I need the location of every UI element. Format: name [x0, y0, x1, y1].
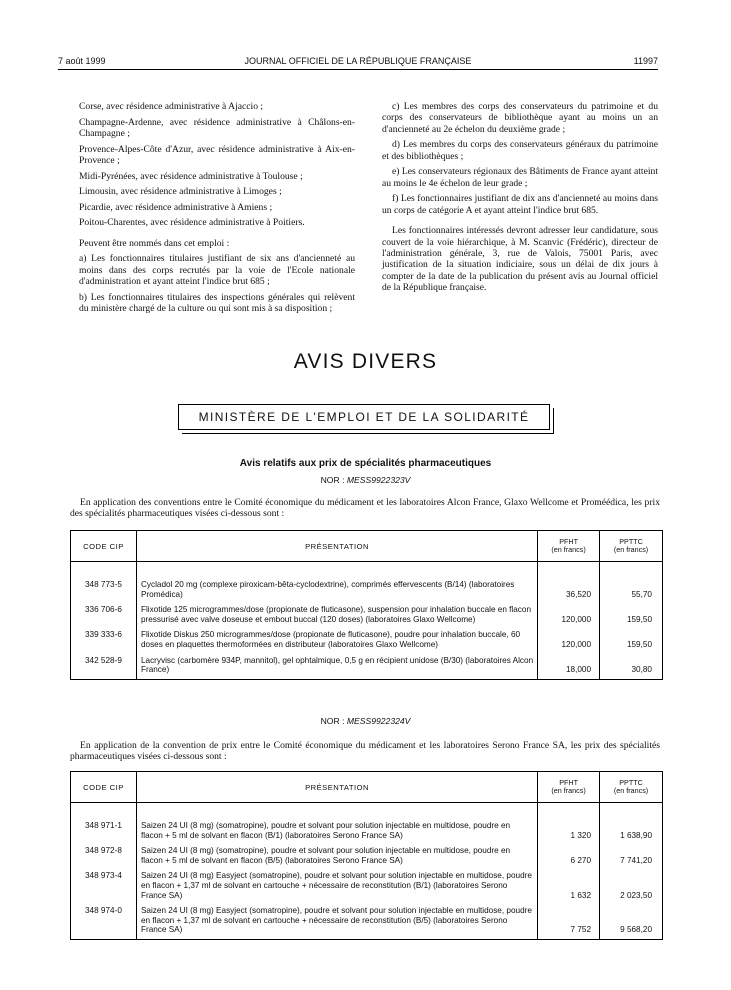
intro-paragraph-2: En application de la convention de prix entre le Comité économique du médicament et les laboratoires Serono France SA, les prix des spécialités pharmaceutiques visées ci-dessous sont : — [70, 740, 660, 763]
column-header-ppttc — [600, 531, 663, 562]
presentation-text: Saizen 24 UI (8 mg) (somatropine), poudre et solvant pour solution injectable en multidose, poudre en flacon + 5 ml de solvant en flacon (B/1) (laboratoires Serono France SA) — [140, 821, 511, 840]
paragraph: Peuvent être nommés dans cet emploi : — [79, 237, 230, 249]
table-row — [71, 821, 663, 840]
presentation-text: Flixotide 125 microgrammes/dose (propionate de fluticasone), suspension pour inhalation buccale en flacon pressurisé avec valve doseuse et embout buccal (120 doses) (laboratoires Glaxo Wellcome) — [140, 605, 532, 624]
intro-paragraph-1: En application des conventions entre le Comité économique du médicament et les laboratoires Alcon France, Glaxo Wellcome et Proméédica, les prix des spécialités pharmaceutiques visées ci-dessous sont : — [70, 497, 660, 520]
presentation-cell — [136, 846, 537, 865]
presentation-cell — [136, 656, 537, 680]
column-header-cip: CODE CIP — [71, 772, 137, 803]
column-header-pfht — [538, 531, 600, 562]
price-table-2 — [70, 771, 663, 940]
presentation-cell — [136, 871, 537, 900]
nor-code: MESS9922324V — [346, 716, 411, 726]
ppttc-value: 55,70 — [600, 580, 663, 599]
ppttc-value: 2 023,50 — [600, 871, 663, 900]
table-row — [71, 630, 663, 649]
paragraph: e) Les conservateurs régionaux des Bâtiments de France ayant atteint au moins le 4e échelon de leur grade ; — [382, 166, 658, 189]
left-column — [79, 101, 355, 319]
nor-reference-1 — [0, 475, 731, 485]
ministry-title: MINISTÈRE DE L'EMPLOI ET DE LA SOLIDARITÉ — [198, 410, 530, 424]
table-row — [71, 605, 663, 624]
pfht-value: 18,000 — [538, 656, 600, 680]
column-header-cip: CODE CIP — [71, 531, 137, 562]
paragraph: a) Les fonctionnaires titulaires justifiant de six ans d'ancienneté au moins dans des corps recrutés par la voie de l'Ecole nationale d'administration et ayant atteint l'indice brut 685 ; — [79, 253, 355, 288]
cip-code: 348 773-5 — [71, 580, 137, 599]
paragraph: Provence-Alpes-Côte d'Azur, avec résidence administrative à Aix-en-Provence ; — [79, 143, 355, 166]
page-header — [58, 56, 658, 70]
table-row — [71, 906, 663, 939]
pfht-value: 120,000 — [538, 605, 600, 624]
nor-reference-2 — [0, 716, 731, 726]
cip-code: 348 973-4 — [71, 871, 137, 900]
nor-code: MESS9922323V — [346, 475, 411, 485]
presentation-text: Saizen 24 UI (8 mg) Easyject (somatropine), poudre et solvant pour solution injectable en multidose, poudre en flacon + 1,37 ml de solvant en cartouche + nécessaire de reconstitution (B/1) (laboratoires Serono France SA) — [140, 871, 532, 900]
paragraph: Corse, avec résidence administrative à Ajaccio ; — [79, 101, 264, 112]
paragraph: Picardie, avec résidence administrative à Amiens ; — [79, 201, 273, 213]
pfht-label: PFHT — [559, 777, 578, 787]
pfht-value: 1 632 — [538, 871, 600, 900]
presentation-text: Saizen 24 UI (8 mg) Easyject (somatropine), poudre et solvant pour solution injectable en multidose, poudre en flacon + 1,37 ml de solvant en cartouche + nécessaire de reconstitution (B/5) (laboratoires Serono France SA) — [140, 906, 532, 935]
presentation-cell — [136, 605, 537, 624]
price-table-1 — [70, 530, 663, 680]
paragraph: Midi-Pyrénées, avec résidence administrative à Toulouse ; — [79, 170, 303, 182]
ppttc-value: 9 568,20 — [600, 906, 663, 939]
cip-code: 348 972-8 — [71, 846, 137, 865]
presentation-text: Cycladol 20 mg (complexe piroxicam-bêta-cyclodextrine), comprimés effervescents (B/14) (laboratoires Promédica) — [140, 580, 515, 599]
paragraph: b) Les fonctionnaires titulaires des inspections générales qui relèvent du ministère chargé de la culture ou qui sont mis à sa disposition ; — [79, 291, 355, 315]
ppttc-label: PPTTC — [619, 536, 643, 546]
header-page-number: 11997 — [633, 56, 658, 66]
header-rule — [58, 69, 658, 70]
pfht-unit: (en francs) — [551, 545, 586, 554]
ppttc-unit: (en francs) — [613, 786, 649, 795]
ppttc-value: 159,50 — [600, 630, 663, 649]
paragraph: c) Les membres des corps des conservateurs du patrimoine et du corps des conservateurs de bibliothèque ayant au moins un an d'ancienneté au 2e échelon du deuxième grade ; — [382, 101, 658, 135]
cip-code: 336 706-6 — [71, 605, 137, 624]
presentation-text: Lacryvisc (carbomère 934P, mannitol), gel ophtalmique, 0,5 g en récipient unidose (B/30) (laboratoires Alcon France) — [140, 655, 534, 675]
presentation-cell — [136, 630, 537, 649]
pfht-value: 120,000 — [538, 630, 600, 649]
pfht-value: 7 752 — [538, 906, 600, 939]
header-date: 7 août 1999 — [58, 56, 106, 66]
paragraph: Les fonctionnaires intéressés devront adresser leur candidature, sous couvert de la voie hiérarchique, à M. Scanvic (Frédéric), directeur de l'administration générale, 3, rue de Valois, 75001 Paris, avec justification de la situation indiciaire, sous un délai de dix jours à compter de la date de la publication du présent avis au Journal officiel de la République française. — [382, 225, 658, 294]
presentation-text: Flixotide Diskus 250 microgrammes/dose (propionate de fluticasone), poudre pour inhalation buccale, 60 doses en plaquettes thermoformées en distributeur (laboratoires Glaxo Wellcome) — [140, 630, 521, 649]
cip-code: 342 528-9 — [71, 656, 137, 680]
cip-code: 348 971-1 — [71, 821, 137, 840]
column-header-pfht — [538, 772, 600, 803]
right-column — [382, 101, 658, 298]
avis-title: Avis relatifs aux prix de spécialités pharmaceutiques — [239, 458, 492, 469]
column-header-presentation: PRÉSENTATION — [136, 772, 537, 803]
presentation-cell — [136, 906, 537, 939]
pfht-value: 1 320 — [538, 821, 600, 840]
section-title: AVIS DIVERS — [293, 350, 438, 373]
presentation-cell — [136, 821, 537, 840]
nor-label: NOR : — [320, 716, 347, 726]
ministry-box — [178, 404, 550, 430]
paragraph: Champagne-Ardenne, avec résidence administrative à Châlons-en-Champagne ; — [79, 116, 355, 139]
pfht-label: PFHT — [559, 536, 578, 546]
paragraph: Limousin, avec résidence administrative à Limoges ; — [79, 186, 282, 198]
paragraph: f) Les fonctionnaires justifiant de dix ans d'ancienneté au moins dans un corps de catégorie A et ayant atteint l'indice brut 685. — [382, 193, 658, 216]
paragraph: Poitou-Charentes, avec résidence administrative à Poitiers. — [79, 217, 305, 229]
ppttc-value: 1 638,90 — [600, 821, 663, 840]
pfht-unit: (en francs) — [551, 786, 586, 795]
presentation-text: Saizen 24 UI (8 mg) (somatropine), poudre et solvant pour solution injectable en multidose, poudre en flacon + 5 ml de solvant en flacon (B/5) (laboratoires Serono France SA) — [140, 846, 511, 865]
table-row — [71, 580, 663, 599]
table-row — [71, 846, 663, 865]
cip-code: 348 974-0 — [71, 906, 137, 939]
ppttc-value: 7 741,20 — [600, 846, 663, 865]
header-journal-title: JOURNAL OFFICIEL DE LA RÉPUBLIQUE FRANÇAISE — [244, 56, 472, 66]
pfht-value: 36,520 — [538, 580, 600, 599]
cip-code: 339 333-6 — [71, 630, 137, 649]
column-header-ppttc — [600, 772, 663, 803]
column-header-presentation: PRÉSENTATION — [136, 531, 537, 562]
ppttc-label: PPTTC — [619, 777, 643, 787]
presentation-cell — [136, 580, 537, 599]
pfht-value: 6 270 — [538, 846, 600, 865]
ppttc-unit: (en francs) — [613, 545, 649, 554]
ppttc-value: 30,80 — [600, 656, 663, 680]
ppttc-value: 159,50 — [600, 605, 663, 624]
table-row — [71, 871, 663, 900]
nor-label: NOR : — [320, 475, 347, 485]
table-row — [71, 656, 663, 680]
paragraph: d) Les membres du corps des conservateurs généraux du patrimoine et des bibliothèques ; — [382, 139, 658, 162]
